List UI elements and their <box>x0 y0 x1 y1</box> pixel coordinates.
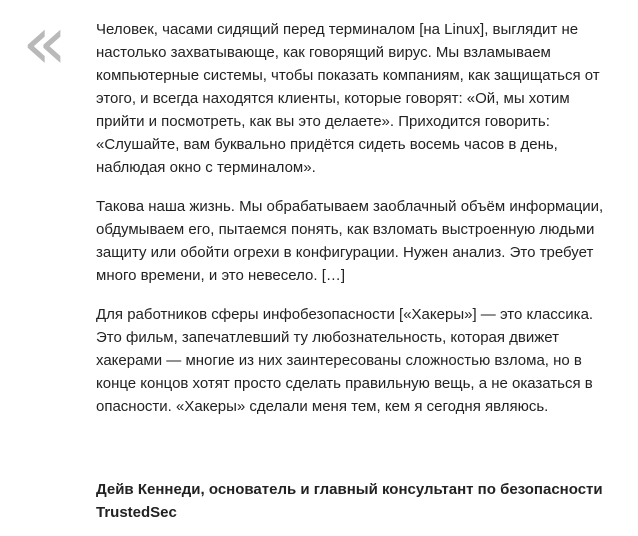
blockquote <box>96 18 620 434</box>
quote-mark-icon: « <box>22 0 64 86</box>
quote-author: Дейв Кеннеди, основатель и главный консультант по безопасности TrustedSec <box>96 481 603 521</box>
quote-paragraph-3: Для работников сферы инфобезопасности [«Хакеры»] — это классика. Это фильм, запечатлевший ту любознательность, которая движет хакерами — многие из них заинтересованы сложностью взлома, но в конце концов хотят просто сделать правильную вещь, а не оказаться в опасности. «Хакеры» сделали меня тем, кем я сегодня являюсь. <box>96 306 594 415</box>
quote-paragraph-1: Человек, часами сидящий перед терминалом [на Linux], выглядит не настолько захватывающе, как говорящий вирус. Мы взламываем компьютерные системы, чтобы показать компаниям, как защищаться от этого, и всегда находятся клиенты, которые говорят: «Ой, мы хотим прийти и посмотреть, как вы это делаете». Приходится говорить: «Слушайте, вам буквально придётся сидеть восемь часов в день, наблюдая окно с терминалом». <box>96 21 600 176</box>
quote-paragraph-2: Такова наша жизнь. Мы обрабатываем заоблачный объём информации, обдумываем его, пытаемся понять, как взломать выстроенную людьми защиту или обойти огрехи в конфигурации. Нужен анализ. Это требует много времени, и это невесело. […] <box>96 198 604 284</box>
